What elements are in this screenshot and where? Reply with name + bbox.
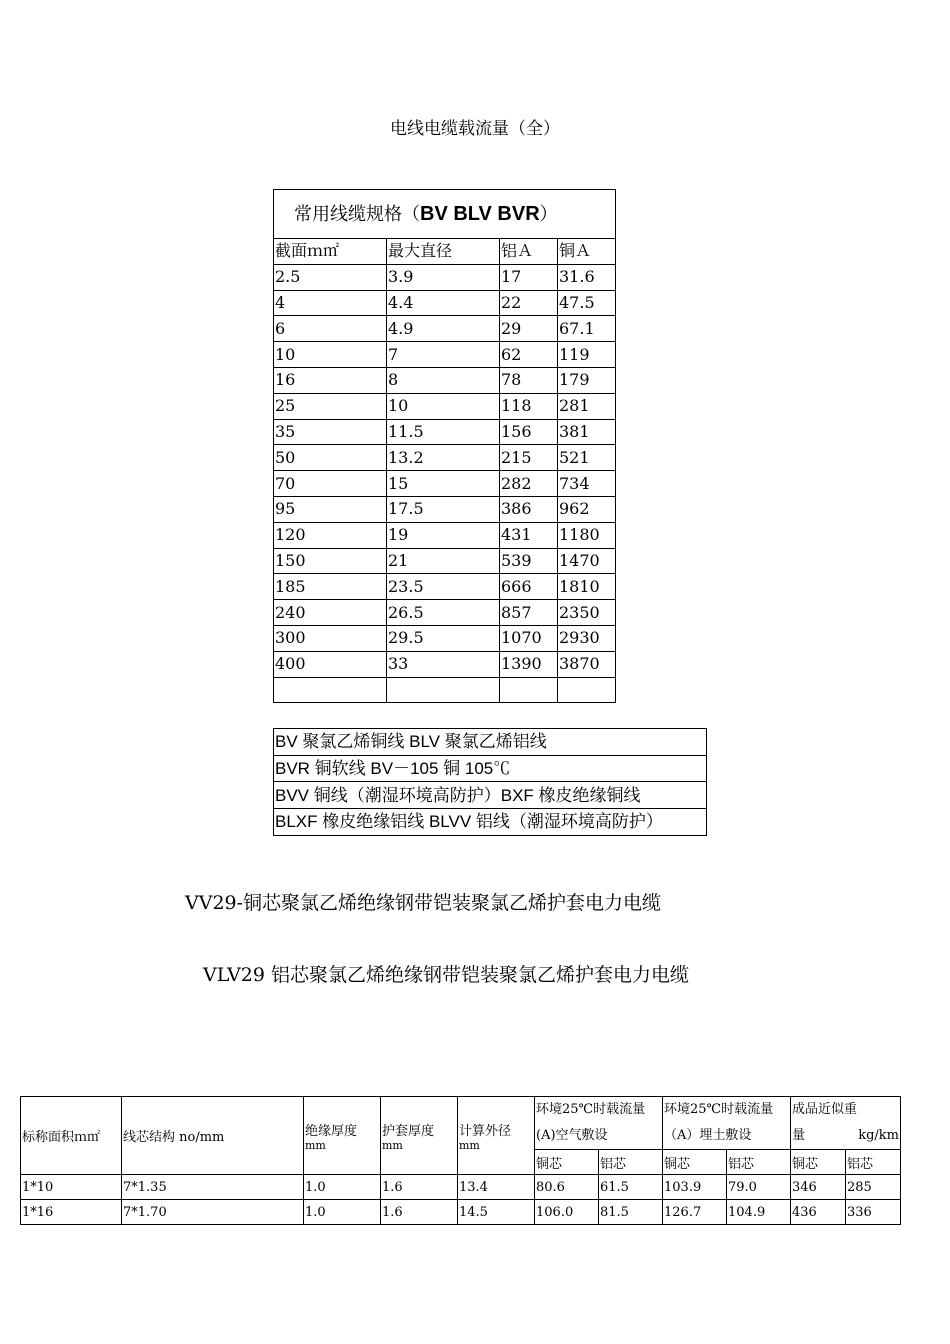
legend-row: BV 聚氯乙烯铜线 BLV 聚氯乙烯铝线: [274, 729, 707, 756]
spec-cell: 6: [274, 316, 387, 342]
cable-header-structure: 线芯结构 no/mm: [122, 1097, 304, 1175]
spec-cell: 26.5: [387, 600, 500, 626]
spec-cell: 31.6: [558, 264, 616, 290]
spec-row: [274, 419, 616, 445]
spec-cell: 734: [558, 471, 616, 497]
spec-empty-cell: [387, 677, 500, 703]
cable-cell: 285: [846, 1175, 901, 1200]
cable-cell: 336: [846, 1200, 901, 1225]
document-title: 电线电缆载流量（全）: [390, 119, 560, 139]
spec-cell: 8: [387, 367, 500, 393]
legend-table: [273, 728, 707, 836]
cable-cell: 13.4: [458, 1175, 535, 1200]
spec-table: [273, 189, 616, 703]
spec-cell: 10: [274, 342, 387, 368]
spec-cell: 179: [558, 367, 616, 393]
cable-cell: 79.0: [727, 1175, 791, 1200]
spec-cell: 11.5: [387, 419, 500, 445]
spec-cell: 2.5: [274, 264, 387, 290]
spec-row: [274, 342, 616, 368]
spec-cell: 666: [500, 574, 558, 600]
spec-row: [274, 600, 616, 626]
spec-cell: 95: [274, 496, 387, 522]
spec-cell: 17: [500, 264, 558, 290]
spec-row: [274, 393, 616, 419]
spec-cell: 521: [558, 445, 616, 471]
cable-cell: 1.6: [381, 1200, 458, 1225]
spec-cell: 120: [274, 522, 387, 548]
spec-cell: 17.5: [387, 496, 500, 522]
cable-cell: 61.5: [599, 1175, 663, 1200]
cable-cell: 436: [791, 1200, 846, 1225]
cable-header-weight: 成品近似重 量 kg/km: [791, 1097, 901, 1150]
spec-cell: 1070: [500, 625, 558, 651]
spec-cell: 62: [500, 342, 558, 368]
spec-cell: 50: [274, 445, 387, 471]
spec-cell: 281: [558, 393, 616, 419]
cable-cell: 126.7: [663, 1200, 727, 1225]
cable-header-sheath: 护套厚度 mm: [381, 1097, 458, 1175]
spec-cell: 1810: [558, 574, 616, 600]
spec-cell: 215: [500, 445, 558, 471]
spec-cell: 431: [500, 522, 558, 548]
cable-cell: 7*1.70: [122, 1200, 304, 1225]
spec-cell: 7: [387, 342, 500, 368]
spec-cell: 3.9: [387, 264, 500, 290]
spec-cell: 539: [500, 548, 558, 574]
spec-cell: 1180: [558, 522, 616, 548]
cable-cell: 103.9: [663, 1175, 727, 1200]
spec-row: [274, 651, 616, 677]
cable-subheader-al: 铝芯: [727, 1150, 791, 1175]
spec-row: [274, 471, 616, 497]
spec-row: [274, 264, 616, 290]
cable-subheader-cu: 铜芯: [663, 1150, 727, 1175]
spec-cell: 21: [387, 548, 500, 574]
spec-cell: 240: [274, 600, 387, 626]
spec-row: [274, 496, 616, 522]
spec-cell: 78: [500, 367, 558, 393]
spec-cell: 962: [558, 496, 616, 522]
spec-cell: 386: [500, 496, 558, 522]
cable-row: [21, 1200, 901, 1225]
spec-cell: 70: [274, 471, 387, 497]
cable-subheader-al: 铝芯: [599, 1150, 663, 1175]
spec-header-cu: 铜Ａ: [558, 239, 616, 265]
spec-cell: 3870: [558, 651, 616, 677]
spec-cell: 400: [274, 651, 387, 677]
cable-cell: 1.0: [304, 1175, 381, 1200]
spec-row: [274, 625, 616, 651]
heading-vv29: VV29-铜芯聚氯乙烯绝缘钢带铠装聚氯乙烯护套电力电缆: [185, 892, 662, 914]
spec-cell: 29: [500, 316, 558, 342]
cable-cell: 346: [791, 1175, 846, 1200]
spec-empty-cell: [558, 677, 616, 703]
cable-cell: 104.9: [727, 1200, 791, 1225]
spec-row: [274, 445, 616, 471]
cable-cell: 14.5: [458, 1200, 535, 1225]
spec-cell: 857: [500, 600, 558, 626]
spec-cell: 119: [558, 342, 616, 368]
spec-cell: 16: [274, 367, 387, 393]
spec-cell: 25: [274, 393, 387, 419]
spec-row: [274, 290, 616, 316]
cable-subheader-al: 铝芯: [846, 1150, 901, 1175]
spec-cell: 35: [274, 419, 387, 445]
cable-cell: 106.0: [535, 1200, 599, 1225]
spec-cell: 300: [274, 625, 387, 651]
spec-cell: 1470: [558, 548, 616, 574]
spec-cell: 23.5: [387, 574, 500, 600]
spec-empty-cell: [500, 677, 558, 703]
spec-cell: 2350: [558, 600, 616, 626]
spec-cell: 15: [387, 471, 500, 497]
spec-cell: 185: [274, 574, 387, 600]
spec-cell: 118: [500, 393, 558, 419]
cable-cell: 1*16: [21, 1200, 122, 1225]
cable-subheader-cu: 铜芯: [791, 1150, 846, 1175]
spec-cell: 13.2: [387, 445, 500, 471]
spec-cell: 67.1: [558, 316, 616, 342]
spec-cell: 150: [274, 548, 387, 574]
cable-header-air: 环境25℃时载流量 (A)空气敷设: [535, 1097, 663, 1150]
spec-row: [274, 367, 616, 393]
spec-cell: 381: [558, 419, 616, 445]
spec-cell: 47.5: [558, 290, 616, 316]
spec-table-caption: 常用线缆规格（BV BLV BVR）: [274, 190, 616, 239]
spec-empty-cell: [274, 677, 387, 703]
cable-cell: 81.5: [599, 1200, 663, 1225]
spec-cell: 29.5: [387, 625, 500, 651]
legend-row: BLXF 橡皮绝缘铝线 BLVV 铝线（潮湿环境高防护）: [274, 809, 707, 836]
spec-cell: 22: [500, 290, 558, 316]
cable-header-insulation: 绝缘厚度 mm: [304, 1097, 381, 1175]
spec-cell: 2930: [558, 625, 616, 651]
spec-header-area: 截面ｍ㎡: [274, 239, 387, 265]
spec-cell: 19: [387, 522, 500, 548]
spec-cell: 4: [274, 290, 387, 316]
legend-row: BVV 铜线（潮湿环境高防护）BXF 橡皮绝缘铜线: [274, 782, 707, 809]
spec-cell: 4.9: [387, 316, 500, 342]
spec-row: [274, 574, 616, 600]
cable-cell: 1.6: [381, 1175, 458, 1200]
cable-subheader-cu: 铜芯: [535, 1150, 599, 1175]
cable-cell: 80.6: [535, 1175, 599, 1200]
spec-header-diameter: 最大直径: [387, 239, 500, 265]
spec-cell: 4.4: [387, 290, 500, 316]
spec-cell: 1390: [500, 651, 558, 677]
cable-header-diameter: 计算外径 mm: [458, 1097, 535, 1175]
spec-cell: 10: [387, 393, 500, 419]
spec-row: [274, 548, 616, 574]
spec-cell: 282: [500, 471, 558, 497]
cable-header-soil: 环境25℃时载流量 （A）埋土敷设: [663, 1097, 791, 1150]
legend-row: BVR 铜软线 BV－105 铜 105℃: [274, 755, 707, 782]
heading-vlv29: VLV29 铝芯聚氯乙烯绝缘钢带铠装聚氯乙烯护套电力电缆: [203, 964, 690, 986]
spec-row: [274, 522, 616, 548]
cable-cell: 1.0: [304, 1200, 381, 1225]
cable-header-area: 标称面积ｍ㎡: [21, 1097, 122, 1175]
spec-cell: 156: [500, 419, 558, 445]
spec-cell: 33: [387, 651, 500, 677]
spec-row: [274, 316, 616, 342]
cable-cell: 7*1.35: [122, 1175, 304, 1200]
spec-header-al: 铝Ａ: [500, 239, 558, 265]
cable-row: [21, 1175, 901, 1200]
cable-cell: 1*10: [21, 1175, 122, 1200]
cable-table: [20, 1096, 901, 1225]
